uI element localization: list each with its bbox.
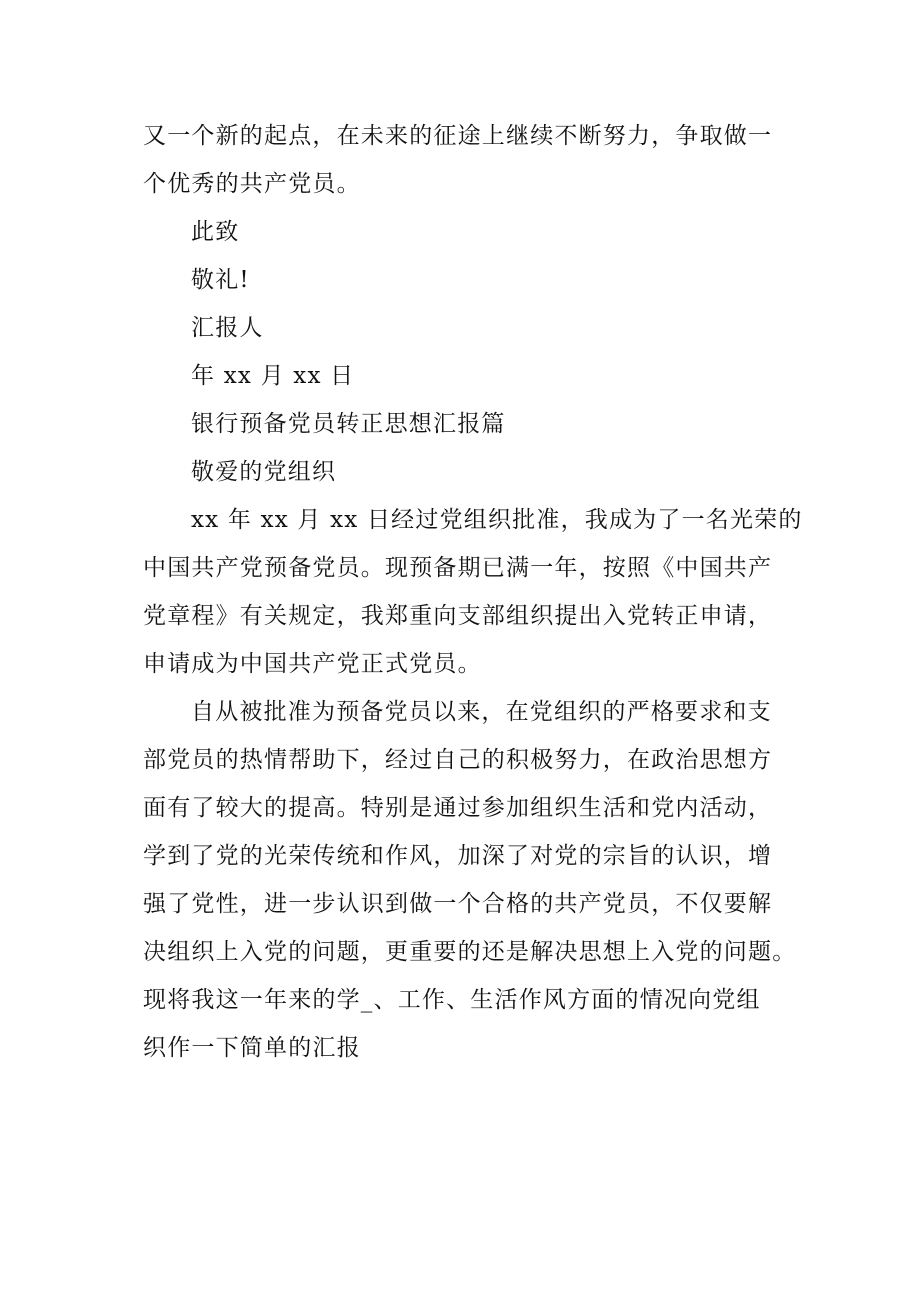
section-title: 银行预备党员转正思想汇报篇 <box>191 411 506 437</box>
respect-line: 敬礼! <box>191 267 250 293</box>
paragraph-2-line-7: 现将我这一年来的学_、工作、生活作风方面的情况向党组 <box>143 987 761 1013</box>
paragraph-1-line-4: 申请成为中国共产党正式党员。 <box>143 651 482 677</box>
paragraph-1-line-3: 党章程》有关规定，我郑重向支部组织提出入党转正申请， <box>143 603 773 629</box>
paragraph-1 <box>143 496 803 688</box>
opening-paragraph <box>143 112 793 208</box>
paragraph-1-line-1: xx 年 xx 月 xx 日经过党组织批准，我成为了一名光荣的 <box>191 507 803 533</box>
greeting-line: 敬爱的党组织 <box>191 459 337 485</box>
paragraph-2-line-6: 决组织上入党的问题，更重要的还是解决思想上入党的问题。 <box>143 939 797 965</box>
opening-line-1: 又一个新的起点，在未来的征途上继续不断努力，争取做一 <box>143 123 773 149</box>
salutation: 此致 <box>191 219 240 245</box>
opening-line-2: 个优秀的共产党员。 <box>143 171 361 197</box>
paragraph-2-line-5: 强了党性，进一步认识到做一个合格的共产党员，不仅要解 <box>143 891 773 917</box>
paragraph-2 <box>143 688 797 1072</box>
document-body <box>143 112 803 1072</box>
paragraph-2-line-1: 自从被批准为预备党员以来，在党组织的严格要求和支 <box>191 699 772 725</box>
paragraph-2-line-3: 面有了较大的提高。特别是通过参加组织生活和党内活动， <box>143 795 773 821</box>
paragraph-2-line-4: 学到了党的光荣传统和作风，加深了对党的宗旨的认识，增 <box>143 843 773 869</box>
paragraph-2-line-2: 部党员的热情帮助下，经过自己的积极努力，在政治思想方 <box>143 747 773 773</box>
reporter-line: 汇报人 <box>191 315 264 341</box>
paragraph-1-line-2: 中国共产党预备党员。现预备期已满一年，按照《中国共产 <box>143 555 773 581</box>
date-line: 年 xx 月 xx 日 <box>191 363 355 389</box>
paragraph-2-line-8: 织作一下简单的汇报 <box>143 1035 361 1061</box>
